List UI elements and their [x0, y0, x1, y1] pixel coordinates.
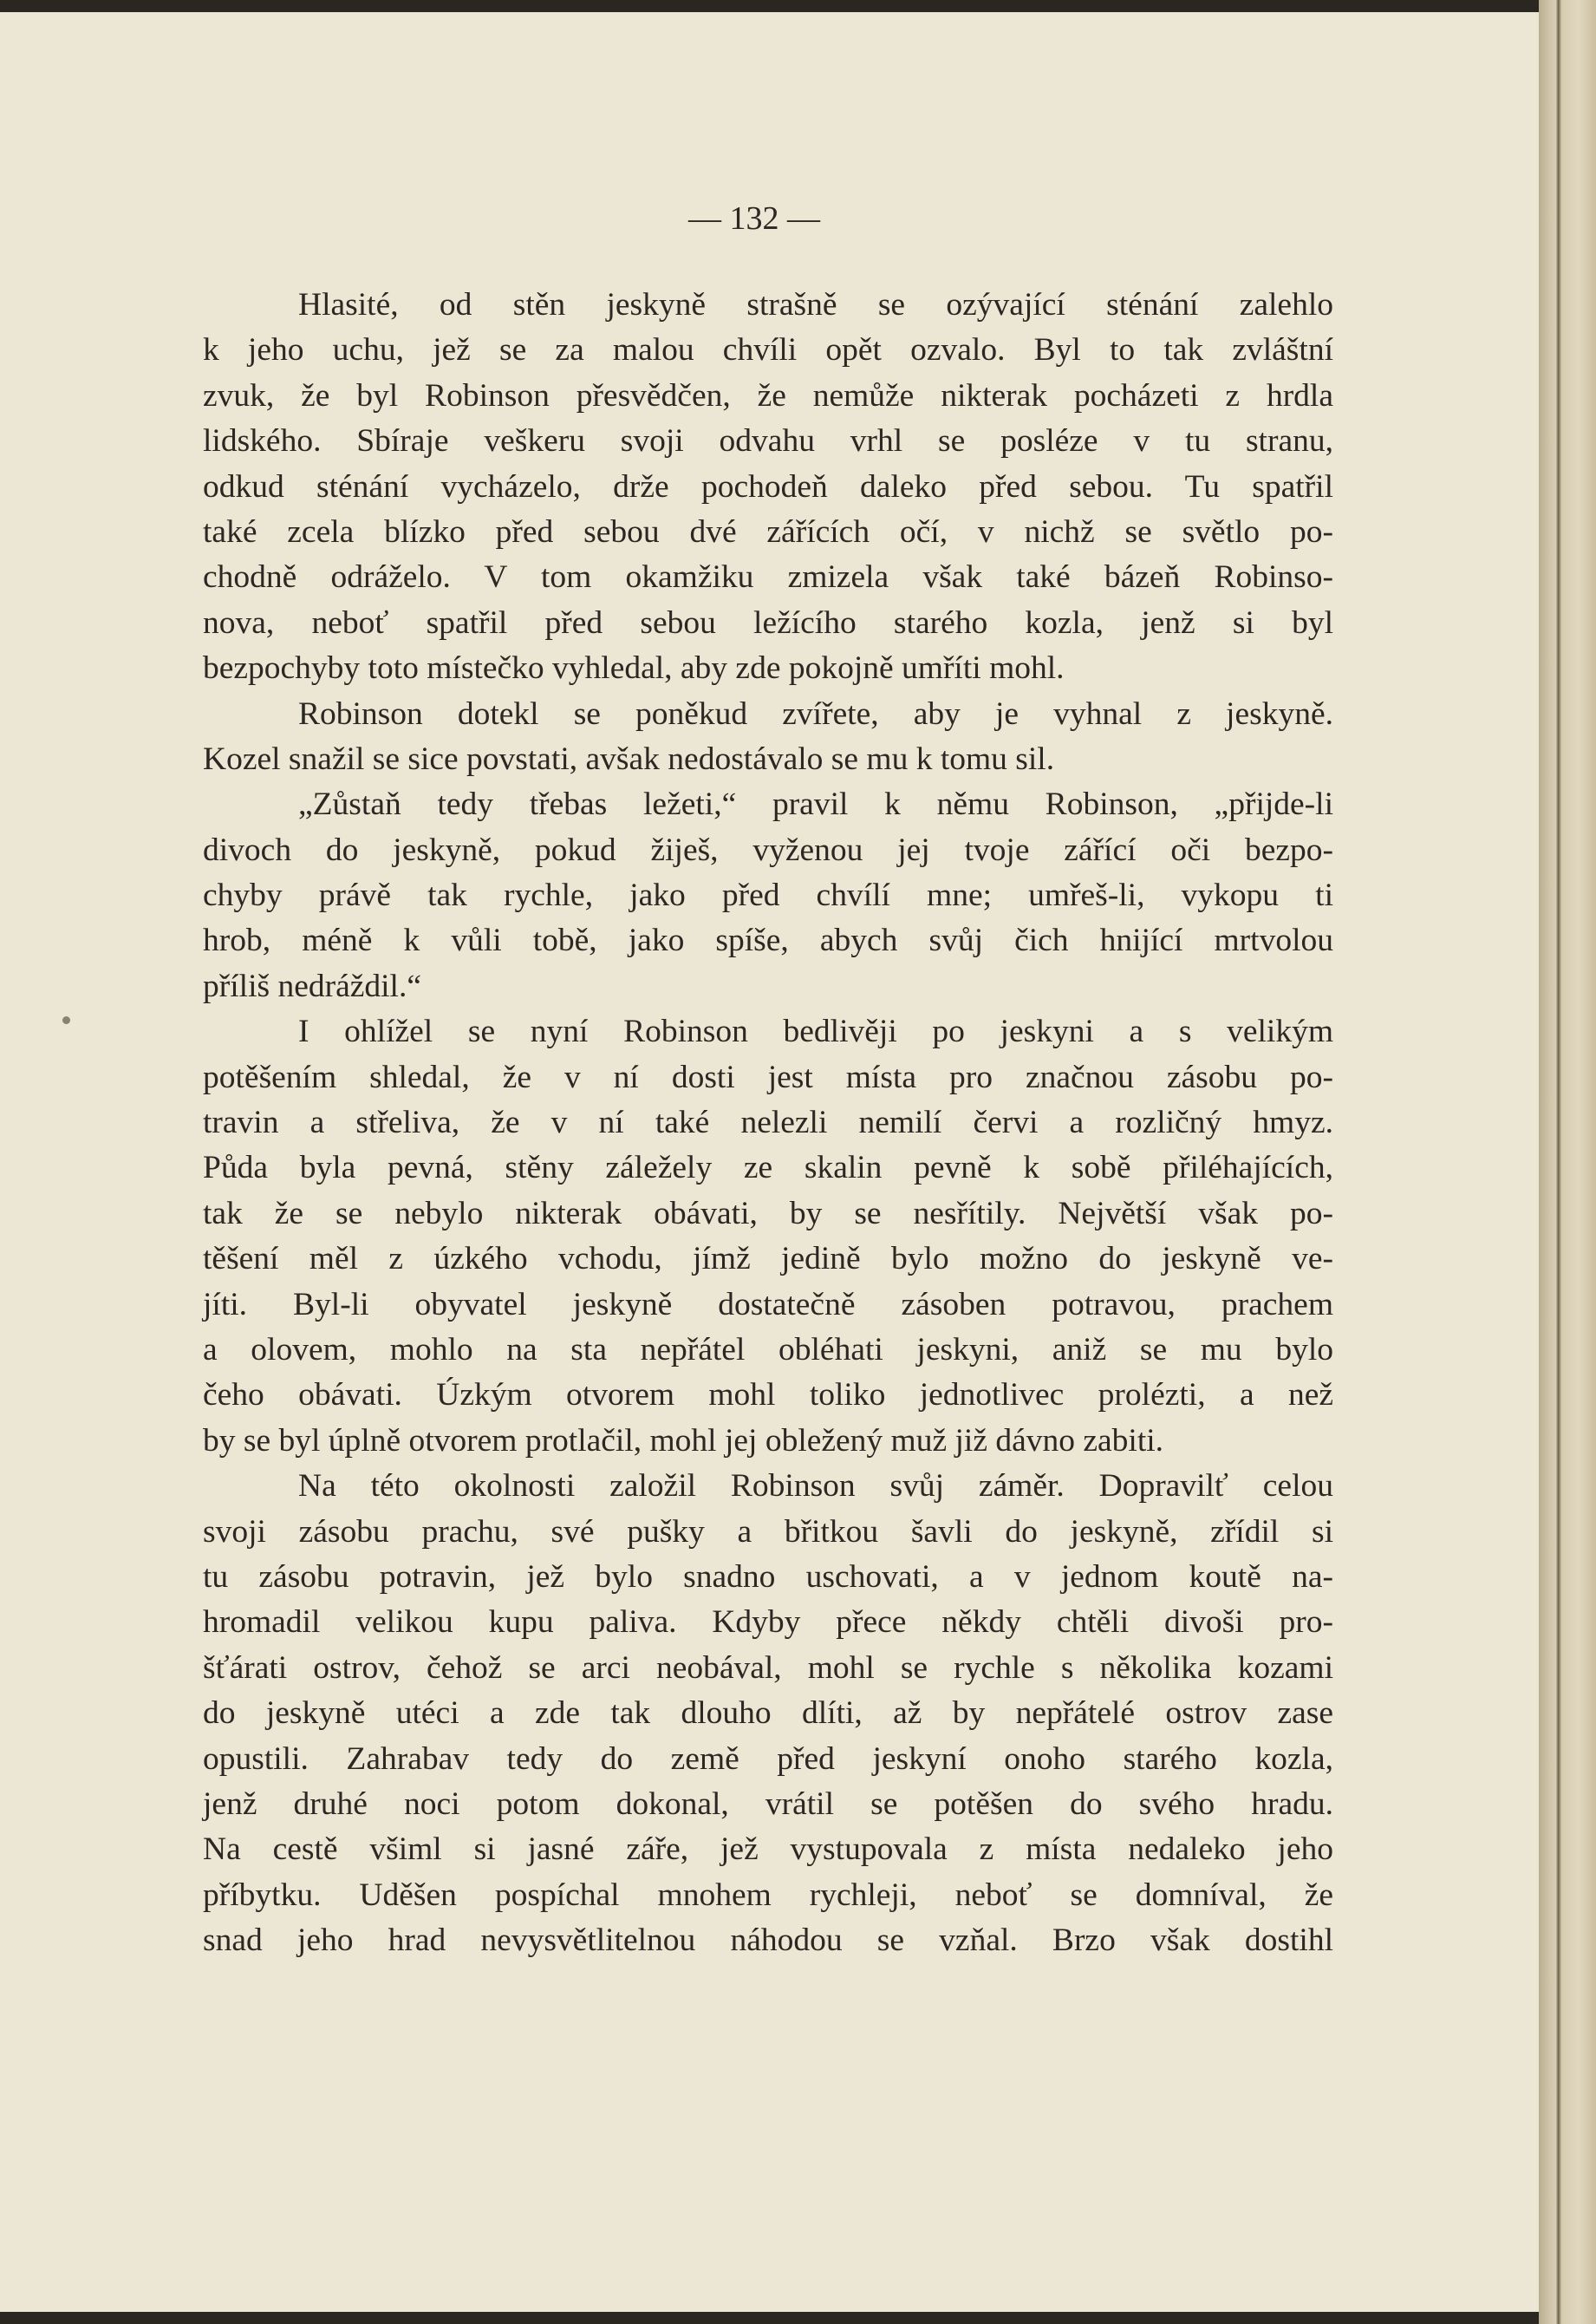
text-line: nova, neboť spatřil před sebou ležícího starého kozla, jenž si byl: [203, 604, 1333, 641]
text-line: travin a střeliva, že v ní také nelezli nemilí červi a rozličný hmyz.: [203, 1105, 1333, 1141]
text-line: k jeho uchu, jež se za malou chvíli opět ozvalo. Byl to tak zvláštní: [203, 332, 1333, 369]
text-line: tu zásobu potravin, jež bylo snadno uschovati, a v jednom koutě na-: [203, 1558, 1333, 1595]
text-line: zvuk, že byl Robinson přesvědčen, že nemůže nikterak pocházeti z hrdla: [203, 377, 1333, 414]
text-line: opustili. Zahrabav tedy do země před jeskyní onoho starého kozla,: [203, 1740, 1333, 1777]
text-line: šťárati ostrov, čehož se arci neobával, mohl se rychle s několika kozami: [203, 1649, 1333, 1686]
text-line: odkud sténání vycházelo, drže pochodeň daleko před sebou. Tu spatřil: [203, 468, 1333, 505]
text-line: divoch do jeskyně, pokud žiješ, vyženou jej tvoje zářící oči bezpo-: [203, 832, 1333, 868]
text-line: jíti. Byl-li obyvatel jeskyně dostatečně zásoben potravou, prachem: [203, 1286, 1333, 1322]
text-line: také zcela blízko před sebou dvé zářících očí, v nichž se světlo po-: [203, 513, 1333, 550]
text-line: chyby právě tak rychle, jako před chvílí mne; umřeš-li, vykopu ti: [203, 878, 1333, 914]
text-line: Kozel snažil se sice povstati, avšak nedostávalo se mu k tomu sil.: [203, 741, 1055, 777]
text-line: lidského. Sbíraje veškeru svoji odvahu vrhl se posléze v tu stranu,: [203, 423, 1333, 460]
text-line: svoji zásobu prachu, své pušky a břitkou šavli do jeskyně, zřídil si: [203, 1513, 1333, 1550]
text-line: Robinson dotekl se poněkud zvířete, aby je vyhnal z jeskyně.: [298, 695, 1333, 732]
text-line: bezpochyby toto místečko vyhledal, aby zde pokojně umříti mohl.: [203, 650, 1065, 687]
text-line: a olovem, mohlo na sta nepřátel obléhati jeskyni, aniž se mu bylo: [203, 1331, 1333, 1368]
text-line: chodně odráželo. V tom okamžiku zmizela však také bázeň Robinso-: [203, 559, 1333, 596]
text-line: příliš nedráždil.“: [203, 968, 421, 1004]
text-line: I ohlížel se nyní Robinson bedlivěji po jeskyni a s velikým: [298, 1014, 1333, 1050]
page-number: — 132 —: [688, 200, 820, 237]
text-line: příbytku. Uděšen pospíchal mnohem rychleji, neboť se domníval, že: [203, 1877, 1333, 1913]
text-line: Hlasité, od stěn jeskyně strašně se ozývající sténání zalehlo: [298, 287, 1333, 323]
text-line: hrob, méně k vůli tobě, jako spíše, abych svůj čich hnijící mrtvolou: [203, 923, 1333, 959]
text-line: do jeskyně utéci a zde tak dlouho dlíti, až by nepřátelé ostrov zase: [203, 1695, 1333, 1732]
text-line: jenž druhé noci potom dokonal, vrátil se potěšen do svého hradu.: [203, 1785, 1333, 1822]
text-line: Půda byla pevná, stěny záležely ze skalin pevně k sobě přiléhajících,: [203, 1150, 1333, 1186]
text-line: potěšením shledal, že v ní dosti jest místa pro značnou zásobu po-: [203, 1059, 1333, 1095]
body-text: [203, 283, 1333, 1963]
ink-speck: [62, 1016, 70, 1024]
text-line: těšení měl z úzkého vchodu, jímž jedině bylo možno do jeskyně ve-: [203, 1241, 1333, 1277]
text-line: Na cestě všiml si jasné záře, jež vystupovala z místa nedaleko jeho: [203, 1831, 1333, 1868]
text-line: by se byl úplně otvorem protlačil, mohl jej obležený muž již dávno zabiti.: [203, 1422, 1164, 1459]
text-line: čeho obávati. Úzkým otvorem mohl toliko jednotlivec prolézti, a než: [203, 1377, 1333, 1413]
text-line: snad jeho hrad nevysvětlitelnou náhodou se vzňal. Brzo však dostihl: [203, 1923, 1333, 1959]
text-line: tak že se nebylo nikterak obávati, by se nesřítily. Největší však po-: [203, 1195, 1333, 1231]
text-line: hromadil velikou kupu paliva. Kdyby přece někdy chtěli divoši pro-: [203, 1604, 1333, 1641]
text-line: Na této okolnosti založil Robinson svůj záměr. Dopravilť celou: [298, 1468, 1333, 1505]
book-binding-edge: [1539, 0, 1596, 2324]
text-line: „Zůstaň tedy třebas ležeti,“ pravil k němu Robinson, „přijde-li: [298, 787, 1333, 823]
